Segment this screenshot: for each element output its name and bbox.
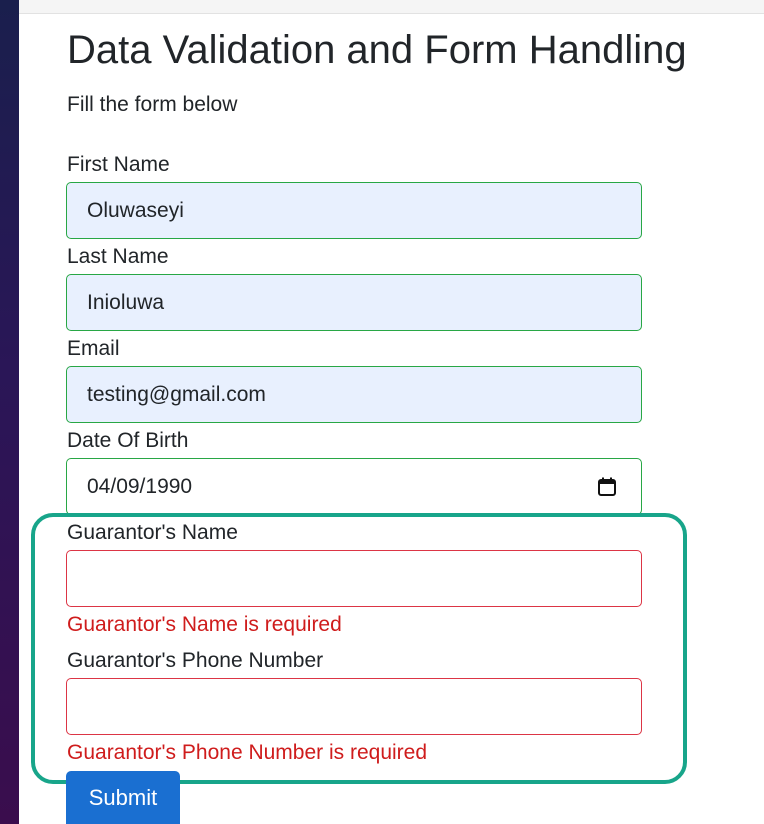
top-bar — [19, 0, 764, 14]
last-name-input[interactable] — [66, 274, 642, 331]
dob-input[interactable] — [66, 458, 642, 515]
page-title: Data Validation and Form Handling — [67, 28, 687, 72]
guarantor-name-label: Guarantor's Name — [67, 521, 238, 544]
email-value: testing@gmail.com — [87, 382, 266, 406]
first-name-input[interactable] — [66, 182, 642, 239]
first-name-value: Oluwaseyi — [87, 198, 184, 222]
page-subtitle: Fill the form below — [67, 93, 238, 116]
guarantor-name-input[interactable] — [66, 550, 642, 607]
last-name-label: Last Name — [67, 245, 169, 268]
window-left-edge — [0, 0, 19, 824]
guarantor-name-error: Guarantor's Name is required — [67, 613, 342, 636]
guarantor-phone-error: Guarantor's Phone Number is required — [67, 741, 428, 764]
last-name-value: Inioluwa — [87, 290, 165, 314]
submit-button[interactable]: Submit — [66, 771, 180, 824]
email-label: Email — [67, 337, 120, 360]
first-name-label: First Name — [67, 153, 170, 176]
calendar-icon[interactable] — [597, 477, 617, 497]
dob-label: Date Of Birth — [67, 429, 189, 452]
dob-value: 04/09/1990 — [87, 474, 193, 498]
guarantor-phone-label: Guarantor's Phone Number — [67, 649, 324, 672]
email-input[interactable] — [66, 366, 642, 423]
guarantor-phone-input[interactable] — [66, 678, 642, 735]
